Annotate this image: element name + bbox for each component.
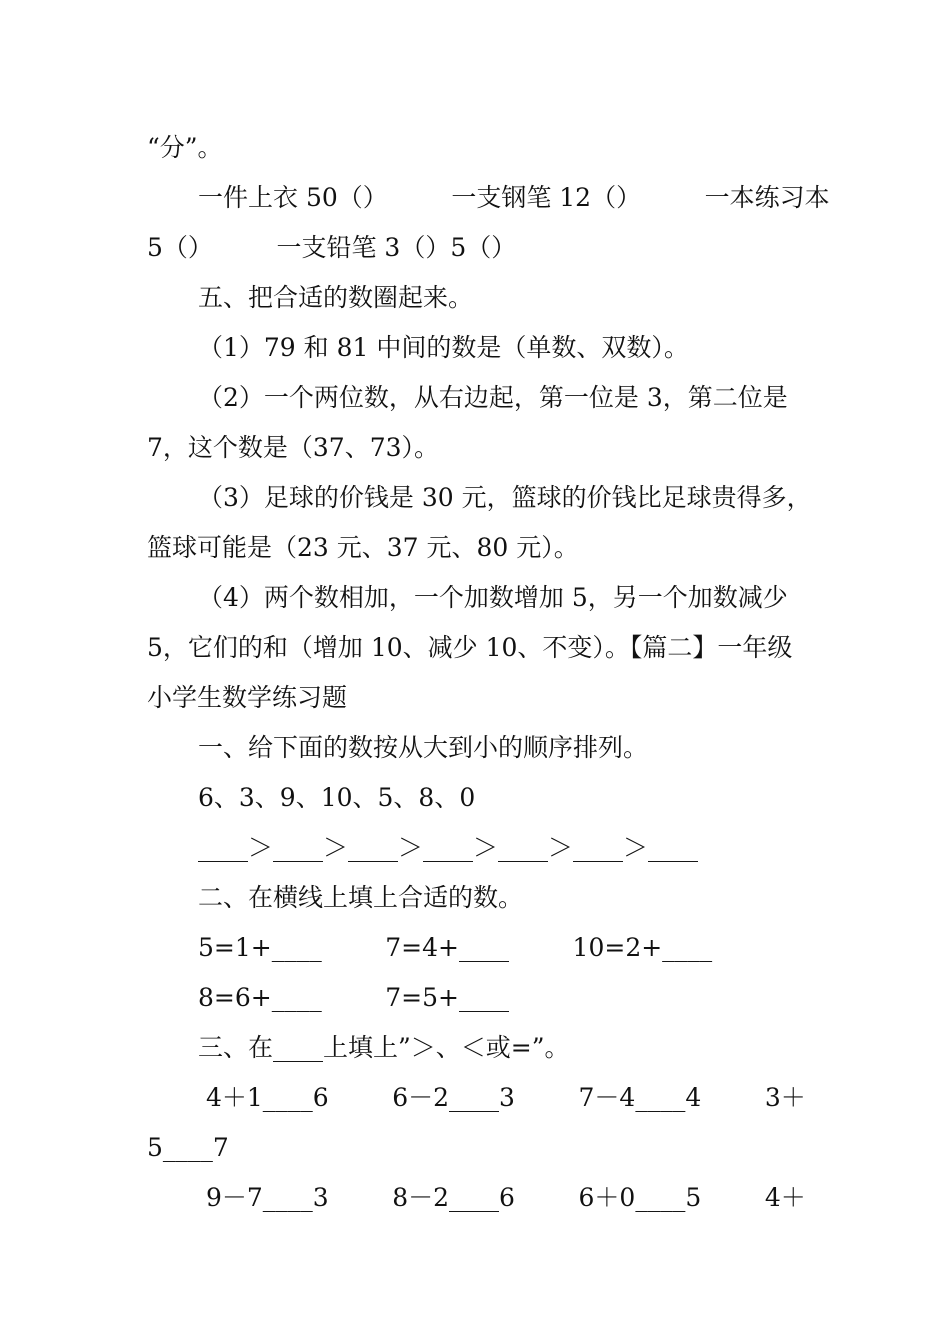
text-line-2: 一件上衣 50（） 一支钢笔 12（） 一本练习本 <box>198 183 830 212</box>
text-line-3: 5（） 一支铅笔 3（）5（） <box>147 233 517 262</box>
section-heading-5: 五、把合适的数圈起来。 <box>198 283 474 312</box>
section-heading-3: 三、在____上填上”＞、＜或=”。 <box>198 1033 570 1062</box>
fill-blank-row-1: 5=1+____ 7=4+____ 10=2+____ <box>198 933 713 962</box>
fill-blank-row-2: 8=6+____ 7=5+____ <box>198 983 509 1012</box>
compare-row-1: 4＋1____6 6－2____3 7－4____4 3＋ <box>198 1083 806 1112</box>
compare-row-1-cont: 5____7 <box>147 1133 229 1162</box>
question-3-cont: 篮球可能是（23 元、37 元、80 元）。 <box>147 533 579 562</box>
number-list: 6、3、9、10、5、8、0 <box>198 783 476 812</box>
question-3: （3）足球的价钱是 30 元，篮球的价钱比足球贵得多， <box>198 483 812 512</box>
question-4: （4）两个数相加，一个加数增加 5，另一个加数减少 <box>198 583 788 612</box>
question-4-cont: 5，它们的和（增加 10、减少 10、不变）。【篇二】一年级 <box>147 633 793 662</box>
text-line-1: “分”。 <box>147 133 223 162</box>
question-2: （2）一个两位数，从右边起，第一位是 3，第二位是 <box>198 383 788 412</box>
compare-row-2: 9－7____3 8－2____6 6＋0____5 4＋ <box>198 1183 806 1212</box>
part-two-title: 小学生数学练习题 <box>147 683 348 712</box>
question-2-cont: 7，这个数是（37、73）。 <box>147 433 440 462</box>
section-heading-1: 一、给下面的数按从大到小的顺序排列。 <box>198 733 649 762</box>
ordering-blanks: ____＞____＞____＞____＞____＞____＞____ <box>198 833 699 862</box>
section-heading-2: 二、在横线上填上合适的数。 <box>198 883 524 912</box>
question-1: （1）79 和 81 中间的数是（单数、双数）。 <box>198 333 689 362</box>
